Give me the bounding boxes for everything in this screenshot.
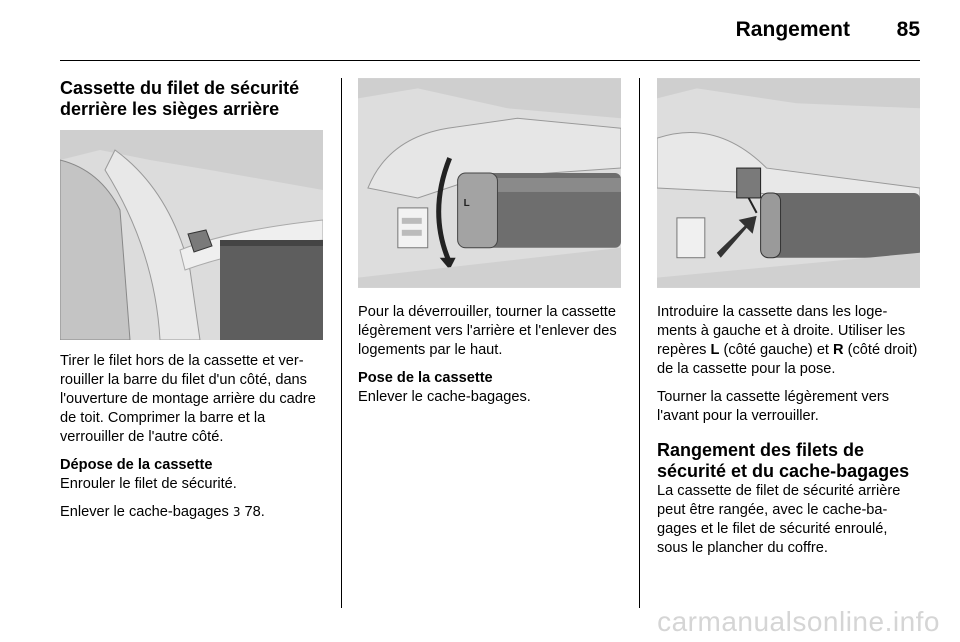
page-reference-icon: 3 bbox=[232, 505, 241, 519]
paragraph: La cassette de filet de sécurité arrière peut être rangée, avec le cache-bagages et le filet de sécurité enroulé, sous le plancher du coffre. bbox=[657, 483, 901, 556]
page-number: 85 bbox=[896, 18, 920, 41]
paragraph: Pour la déverrouiller, tourner la cassette légèrement vers l'arrière et l'enlever des logements par le haut. bbox=[358, 304, 617, 358]
paragraph: Tirer le filet hors de la cassette et verrouiller la barre du filet d'un côté, dans l'ouverture de montage arrière du cadre de toit. Comprimer la barre et la verrouiller de l'autre côté. bbox=[60, 353, 316, 445]
figure-net-installed bbox=[60, 130, 323, 340]
column-divider-2 bbox=[639, 78, 640, 608]
figure-cassette-removal bbox=[358, 78, 621, 288]
header-rule bbox=[60, 60, 920, 61]
column-divider-1 bbox=[341, 78, 342, 608]
page-header bbox=[0, 0, 960, 60]
paragraph: Tourner la cassette légèrement vers l'avant pour la verrouiller. bbox=[657, 389, 889, 424]
figure-cassette-installation bbox=[657, 78, 920, 288]
page-reference-link[interactable]: 78. bbox=[244, 504, 265, 520]
section-heading: Cassette du filet de sécurité derrière les sièges arrière bbox=[60, 78, 300, 119]
cassette-marker-label: L bbox=[463, 197, 470, 209]
subheading: Dépose de la cassette bbox=[60, 457, 213, 473]
watermark: carmanualsonline.info bbox=[657, 606, 940, 637]
paragraph: Dépose de la cassette Enrouler le filet de sécurité. bbox=[60, 457, 237, 492]
column-3 bbox=[657, 78, 921, 558]
column-2 bbox=[358, 78, 622, 407]
paragraph: Pose de la cassette Enlever le cache-bagages. bbox=[358, 370, 531, 405]
marker-right: R bbox=[833, 342, 844, 358]
column-1 bbox=[60, 78, 323, 522]
page-title: Rangement bbox=[735, 18, 850, 41]
subheading: Pose de la cassette bbox=[358, 370, 493, 386]
section-heading: Rangement des filets de sécurité et du cache-bagages bbox=[657, 440, 910, 481]
paragraph: Enlever le cache-bagages 3 78. bbox=[60, 504, 265, 520]
marker-left: L bbox=[710, 342, 720, 358]
paragraph: Introduire la cassette dans les logements à gauche et à droite. Utiliser les repères L (côté gauche) et R (côté droit) de la cassette pour la pose. bbox=[657, 304, 918, 377]
